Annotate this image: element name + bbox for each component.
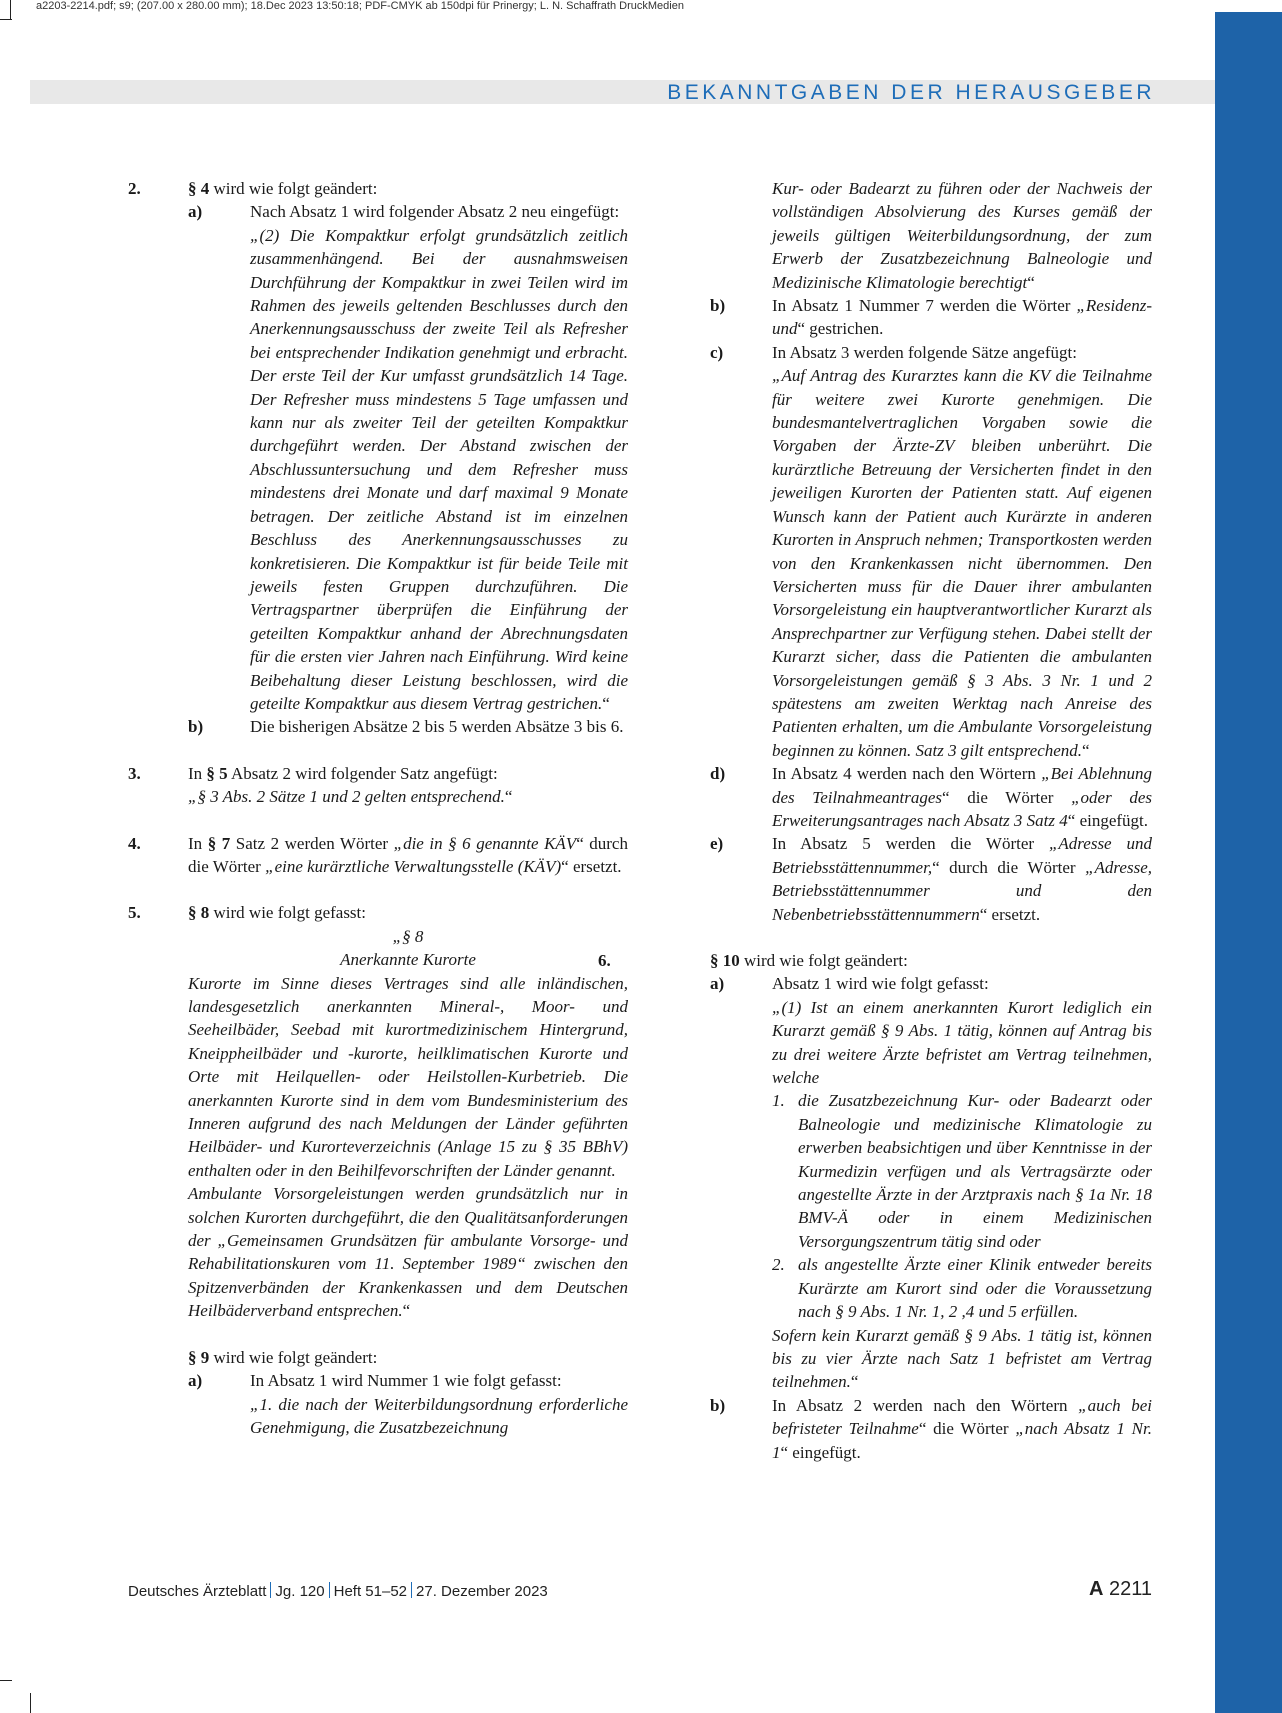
item-text: “ durch die Wörter <box>188 833 628 876</box>
quoted-text: „Bei Ablehnung des Teilnahmeantrages <box>772 764 1152 807</box>
subitem-letter: a) <box>188 202 203 222</box>
quote-close: “ <box>850 1372 859 1392</box>
subitem-d <box>710 762 1152 832</box>
quoted-text: „auch bei befristeter Teilnahme <box>772 1395 1152 1439</box>
subitem-text: “ die Wörter <box>918 1419 1016 1439</box>
item-5 <box>128 901 628 1322</box>
page-number <box>1089 1578 1152 1601</box>
quote-close: “ <box>1082 740 1090 760</box>
quote-close: “ <box>402 1301 411 1321</box>
subitem-text: “ eingefügt. <box>780 1442 861 1462</box>
divider <box>411 1582 412 1598</box>
subitem-a-continued <box>710 177 1152 294</box>
divider <box>270 1582 271 1598</box>
page-number-value: 2211 <box>1108 1578 1152 1600</box>
subitem-text: In Absatz 5 werden die Wörter <box>772 834 1049 854</box>
subitem-a <box>188 1369 628 1439</box>
paragraph-ref: § 4 <box>188 179 210 198</box>
item-number: 2. <box>128 179 141 198</box>
subitem-letter: b) <box>710 296 726 316</box>
quoted-text: „oder des Erweiterungsantrages nach Absatz 3 Satz 4 <box>772 787 1152 830</box>
page-prefix: A <box>1088 1578 1104 1600</box>
list-item <box>772 1089 1152 1253</box>
quoted-text: „Adresse und Betriebsstättennummer, <box>772 834 1152 877</box>
quoted-heading: Anerkannte Kurorte <box>340 950 476 970</box>
quoted-text: Kurorte im Sinne dieses Vertrages sind alle inländischen, landesgesetzlich anerkannten Mineral-, Moor- und Seeheilbäder, Seebad mit kurortmedizinischem Hintergrund, Kneippheilbäder und -kurorte, heilklimatischen Kurorte und Orte mit Heilquellen- oder Heilstollen-Kurbetrieb. Die anerkannten Kurorte sind in dem vom Bundesministerium des Inneren aufgrund des nach Meldungen der Länder geführten Heilbäder- und Kurorteverzeichnis (Anlage 15 zu § 35 BBhV) enthalten oder in den Beihilfevorschriften der Länder genannt. <box>188 973 628 1180</box>
subitem-letter: d) <box>710 764 726 784</box>
quoted-text: „1. die nach der Weiterbildungsordnung erforderliche Genehmigung, die Zusatzbezeichnung <box>250 1394 628 1437</box>
divider <box>329 1582 330 1598</box>
subitem-text: In Absatz 3 werden folgende Sätze angefügt: <box>772 342 1077 362</box>
subitem-text: “ durch die Wörter <box>932 857 1086 877</box>
subitem-text: “ die Wörter <box>942 787 1072 807</box>
item-text: wird wie folgt geändert: <box>739 951 908 970</box>
right-column <box>598 177 1152 1464</box>
item-3 <box>128 762 628 809</box>
subitem-letter: c) <box>710 342 724 362</box>
quoted-text: Ambulante Vorsorgeleistungen werden grundsätzlich nur in solchen Kurorten durchgeführt, die den Qualitätsanforderungen der „Gemeinsamen Grundsätzen für ambulante Vorsorge- und Rehabilitationskuren vom 11. September 1989“ zwischen den Spitzenverbänden der Krankenkassen und dem Deutschen Heilbäderverband entsprechen. <box>188 1184 628 1321</box>
spacer <box>655 926 1152 949</box>
spacer <box>128 809 628 832</box>
item-text: wird wie folgt geändert: <box>209 1347 378 1367</box>
paragraph-ref: § 8 <box>188 903 210 923</box>
crop-mark <box>10 0 11 20</box>
quoted-text <box>250 224 628 716</box>
crop-mark <box>0 19 12 20</box>
subitem-text: “ gestrichen. <box>797 319 884 339</box>
quoted-text: „Residenz- und <box>772 296 1152 339</box>
item-number: 5. <box>128 903 141 923</box>
list-text: die Zusatzbezeichnung Kur- oder Badearzt oder Balneologie und medizinische Klimatologie zu erwerben beabsichtigen und über Kenntnisse in der Kurmedizin verfügen und als Vertragsärzte oder angestellte Ärzte in der Arztpraxis nach § 1a Nr. 18 BMV-Ä oder in einem Medizinischen Versorgungszentrum tätig sind oder <box>798 1091 1152 1251</box>
quoted-text: „Adresse, Betriebsstättennummer und den Nebenbetriebsstättennummern <box>772 857 1152 924</box>
spacer <box>128 739 628 762</box>
quoted-text: „Auf Antrag des Kurarztes kann die KV die Teilnahme für weitere zwei Kurorte genehmigen. Die bundesmantelvertraglichen Vorgaben sowie die Vorgaben der Ärzte-ZV bleiben unberührt. Die kurärztliche Betreuung der Versicherten findet in den jeweiligen Kurorten der Patienten statt. Auf eigenen Wunsch kann der Patient auch Kurärzte in anderen Kurorten in Anspruch nehmen; Transportkosten werden von den Krankenkassen nicht übernommen. Den Versicherten muss für die Dauer ihrer ambulanten Vorsorgeleistung ein hauptverantwortlicher Kurarzt als Ansprechpartner zur Verfügung stehen. Dabei stellt der Kurarzt sicher, dass die Patienten die ambulanten Vorsorgeleistungen gemäß § 3 Abs. 3 Nr. 1 und 2 spätestens am zweiten Werktag nach Anreise des Patienten erhalten, um die Ambulante Vorsorgeleistung beginnen zu können. Satz 3 gilt entsprechend. <box>772 366 1152 760</box>
item-number: 6. <box>598 951 611 970</box>
section-title: BEKANNTGABEN DER HERAUSGEBER <box>667 81 1155 104</box>
list-number: 2. <box>772 1255 785 1275</box>
item-text: wird wie folgt geändert: <box>209 179 378 198</box>
issue-date: 27. Dezember 2023 <box>416 1583 548 1600</box>
left-column <box>128 177 628 1439</box>
list-text: als angestellte Ärzte einer Klinik entweder bereits Kurärzte am Kurort sind oder die Voraussetzung nach § 9 Abs. 1 Nr. 1, 2 ,4 und 5 erfüllen. <box>798 1255 1152 1322</box>
subitem-text: In Absatz 4 werden nach den Wörtern <box>772 764 1042 784</box>
item-text: In <box>188 833 208 853</box>
subitem-letter: e) <box>710 834 724 854</box>
item-text: Absatz 2 wird folgender Satz angefügt: <box>227 763 498 783</box>
quoted-text: „die in § 6 genannte KÄV <box>393 833 577 853</box>
item-4 <box>128 832 628 879</box>
item-2 <box>128 177 628 739</box>
paragraph-ref: § 5 <box>206 763 228 783</box>
subitem-b <box>710 1394 1152 1464</box>
footer-citation <box>128 1582 548 1600</box>
item-text: Satz 2 werden Wörter <box>230 833 394 853</box>
crop-mark <box>0 1680 12 1681</box>
subitem-e <box>710 832 1152 926</box>
spacer <box>128 1323 628 1346</box>
quoted-text: „(1) Ist an einem anerkannten Kurort lediglich ein Kurarzt gemäß § 9 Abs. 1 tätig, können auf Antrag bis zu drei weitere Ärzte befristet am Vertrag teilnehmen, welche <box>772 997 1152 1088</box>
item-number: 4. <box>128 833 141 853</box>
item-number: 3. <box>128 763 141 783</box>
list-number: 1. <box>772 1091 785 1111</box>
subitem-a <box>710 972 1152 1393</box>
item-text: “ ersetzt. <box>561 856 622 876</box>
subitem-letter: b) <box>188 717 204 737</box>
subitem-letter: a) <box>188 1371 203 1391</box>
subitem-text: Nach Absatz 1 wird folgender Absatz 2 neu eingefügt: <box>250 202 620 222</box>
item-text: wird wie folgt gefasst: <box>209 903 366 923</box>
quoted-text: „§ 3 Abs. 2 Sätze 1 und 2 gelten entsprechend. <box>188 787 505 807</box>
quote-close: “ <box>1027 272 1035 292</box>
item-text: In <box>188 763 207 783</box>
paragraph-ref: § 7 <box>207 833 231 853</box>
quoted-text: „nach Absatz 1 Nr. 1 <box>772 1419 1152 1462</box>
item-6 <box>598 949 1152 1464</box>
subitem-text: Absatz 1 wird wie folgt gefasst: <box>772 974 989 994</box>
subitem-b <box>188 715 628 738</box>
subitem-text: In Absatz 1 wird Nummer 1 wie folgt gefasst: <box>250 1371 562 1391</box>
subitem-text: “ ersetzt. <box>979 904 1041 924</box>
volume: Jg. 120 <box>275 1583 325 1600</box>
quoted-text: Kur- oder Badearzt zu führen oder der Nachweis der vollständigen Absolvierung des Kurses gemäß der jeweils gültigen Weiterbildungsordnung, der zum Erwerb der Zusatzbezeichnung Balneologie und Medizinische Klimatologie berechtigt <box>772 179 1152 292</box>
subitem-a <box>188 200 628 715</box>
quoted-heading: „§ 8 <box>392 926 424 946</box>
quote-body: „(2) Die Kompaktkur erfolgt grundsätzlich zeitlich zusammenhängend. Bei der ausnahmsweisen Durchführung der Kompaktkur in zwei Teilen wird im Rahmen des jeweils geltenden Beschlusses durch den Anerkennungsausschuss der zweite Teil als Refresher bei entsprechender Indikation genehmigt und erbracht. Der erste Teil der Kur umfasst grundsätzlich 14 Tage. Der Refresher muss mindestens 5 Tage umfassen und kann nur als zweiter Teil der geteilten Kompaktkur durchgeführt werden. Der Abstand zwischen der Abschlussuntersuchung und dem Refresher muss mindestens drei Monate und darf maximal 9 Monate betragen. Der zeitliche Abstand ist im einzelnen Beschluss des Anerkennungsausschusses zu konkretisieren. Die Kompaktkur ist für beide Teile mit jeweils festen Gruppen durchzuführen. Die Vertragspartner überprüfen die Einführung der geteilten Kompaktkur anhand der Abrechnungsdaten für die ersten vier Jahren nach Einführung. Wird keine Beibehaltung dieser Leistung beschlossen, wird die geteilte Kompaktkur aus diesem Vertrag gestrichen. <box>250 225 628 713</box>
item-par9 <box>128 1346 628 1440</box>
paragraph-ref: § 9 <box>188 1347 210 1367</box>
subitem-letter: b) <box>710 1395 726 1415</box>
issue: Heft 51–52 <box>333 1583 408 1600</box>
subitem-text: In Absatz 2 werden nach den Wörtern <box>772 1395 1079 1415</box>
subitem-text: In Absatz 1 Nummer 7 werden die Wörter <box>772 296 1077 316</box>
quoted-text: „eine kurärztliche Verwaltungsstelle (KÄV) <box>265 856 562 876</box>
subitem-text: Die bisherigen Absätze 2 bis 5 werden Absätze 3 bis 6. <box>250 717 624 737</box>
list-item <box>772 1253 1152 1323</box>
paragraph-ref: § 10 <box>710 951 740 970</box>
subitem-letter: a) <box>710 974 725 994</box>
subitem-text: “ eingefügt. <box>1067 810 1149 830</box>
spacer <box>128 878 628 901</box>
journal-name: Deutsches Ärzteblatt <box>128 1583 267 1600</box>
quote-close: “ <box>504 787 513 807</box>
print-meta-line: a2203-2214.pdf; s9; (207.00 x 280.00 mm); 18.Dec 2023 13:50:18; PDF-CMYK ab 150dpi für Prinergy; L. N. Schaffrath DruckMedien <box>36 0 684 12</box>
subitem-c <box>710 341 1152 762</box>
quoted-text: Sofern kein Kurarzt gemäß § 9 Abs. 1 tätig ist, können bis zu vier Ärzte nach Satz 1 befristet am Vertrag teilnehmen. <box>772 1325 1152 1392</box>
subitem-b <box>710 294 1152 341</box>
crop-mark <box>30 1693 31 1713</box>
quote-close: “ <box>602 693 610 713</box>
side-color-bar <box>1215 12 1282 1713</box>
